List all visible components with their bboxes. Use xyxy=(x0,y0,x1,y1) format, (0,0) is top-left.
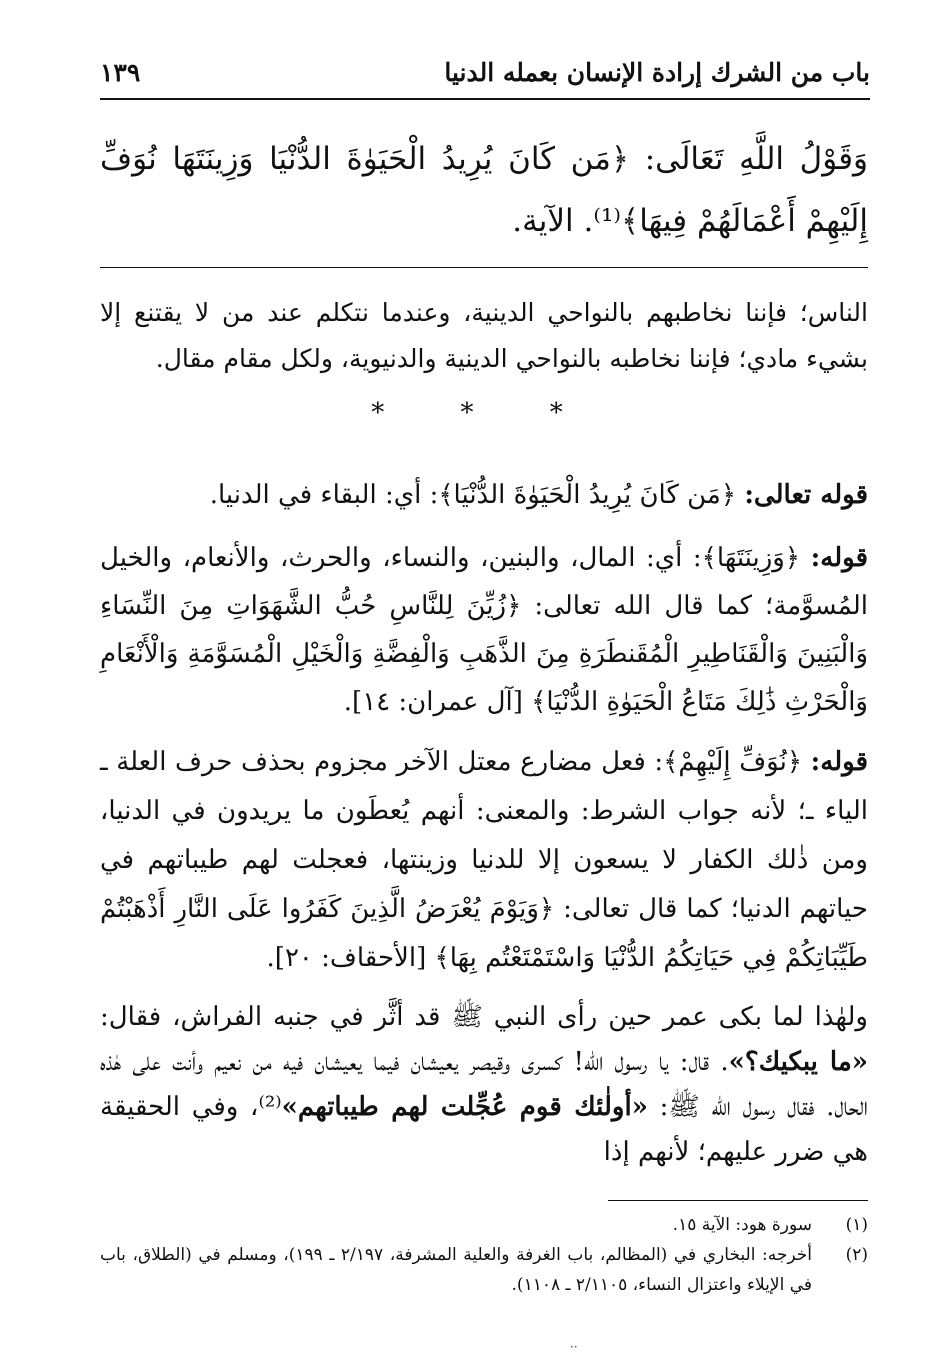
footnote-rule xyxy=(608,1200,868,1201)
page-number: ١٣٩ xyxy=(100,58,141,87)
footnote-item xyxy=(100,1240,868,1300)
footnote-text: سورة هود: الآية ١٥. xyxy=(672,1215,812,1235)
main-verse: وَقَوْلُ اللَّهِ تَعَالَى: ﴿مَن كَانَ يُرِيدُ الْحَيَوٰةَ الدُّنْيَا وَزِينَتَهَا نُوَفِّ إِلَيْهِمْ أَعْمَالَهُمْ فِيهَا﴾⁽¹⁾. الآية. xyxy=(100,141,869,239)
chapter-title: باب من الشرك إرادة الإنسان بعمله الدنيا xyxy=(444,58,870,87)
preamble-paragraph: الناس؛ فإننا نخاطبهم بالنواحي الدينية، وعندما نتكلم عند من لا يقتنع إلا بشيء مادي؛ فإننا نخاطبه بالنواحي الدينية والدنيوية، ولكل مقام مقال. xyxy=(100,298,868,373)
paragraph-lead: قوله: xyxy=(810,747,868,777)
scan-speck: ·· xyxy=(570,1340,578,1354)
running-header xyxy=(100,56,870,96)
commentary-paragraph-1 xyxy=(100,472,868,518)
commentary-paragraph-3 xyxy=(100,738,868,983)
hadith-quote-2: «أولٰئك قوم عُجِّلت لهم طيباتهم» xyxy=(281,1092,648,1122)
star-separator: * * * xyxy=(371,398,597,428)
closing-text-3: ⁽²⁾، وفي الحقيقة هي ضرر عليهم؛ لأنهم إذا xyxy=(100,1092,868,1167)
footnote-text: أخرجه: البخاري في (المظالم، باب الغرفة والعلية المشرفة، ٢/١٩٧ ـ ١٩٩)، ومسلم في (الطلاق، باب في الإيلاء واعتزال النساء، ٢/١١٠٥ ـ ١١٠٨). xyxy=(100,1245,812,1295)
footnote-number: (١) xyxy=(845,1215,868,1235)
section-divider xyxy=(100,267,868,268)
commentary-paragraph-2 xyxy=(100,534,868,726)
paragraph-body: ﴿مَن كَانَ يُرِيدُ الْحَيَوٰةَ الدُّنْيَا﴾: أي: البقاء في الدنيا. xyxy=(209,480,745,510)
footnote-number: (٢) xyxy=(845,1245,868,1265)
paragraph-body: ﴿نُوَفِّ إِلَيْهِمْ﴾: فعل مضارع معتل الآخر مجزوم بحذف حرف العلة ـ الياء ـ؛ لأنه جواب الشرط: والمعنى: أنهم يُعطَون ما يريدون في الدنيا، ومن ذٰلك الكفار لا يسعون إلا للدنيا وزينتها، فعجلت لهم طيباتهم في حياتهم الدنيا؛ كما قال تعالى: ﴿وَيَوْمَ يُعْرَضُ الَّذِينَ كَفَرُوا عَلَى النَّارِ أَذْهَبْتُمْ طَيِّبَاتِكُمْ فِي حَيَاتِكُمُ الدُّنْيَا وَاسْتَمْتَعْتُم بِهَا﴾ [الأحقاف: ٢٠]. xyxy=(100,747,868,973)
footnote-item xyxy=(100,1210,868,1240)
closing-text-1: ولهٰذا لما بكى عمر حين رأى النبي ﷺ قد أثَّر في جنبه الفراش، فقال: xyxy=(100,1002,868,1032)
footnotes xyxy=(100,1210,868,1300)
closing-text-2: . قال: يا رسول الله! كسرى وقيصر يعيشان فيما يعيشان فيه من نعيم وأنت على هٰذه الحال. فقال رسول الله ﷺ: xyxy=(100,1047,868,1122)
header-rule xyxy=(100,98,870,100)
closing-paragraph xyxy=(100,995,868,1175)
paragraph-lead: قوله: xyxy=(810,543,868,573)
paragraph-lead: قوله تعالى: xyxy=(744,480,868,510)
paragraph-body: ﴿وَزِينَتَهَا﴾: أي: المال، والبنين، والنساء، والحرث، والأنعام، والخيل المُسوَّمة؛ كما قال الله تعالى: ﴿زُيِّنَ لِلنَّاسِ حُبُّ الشَّهَوَاتِ مِنَ النِّسَاءِ وَالْبَنِينَ وَالْقَنَاطِيرِ الْمُقَنطَرَةِ مِنَ الذَّهَبِ وَالْفِضَّةِ وَالْخَيْلِ الْمُسَوَّمَةِ وَالْأَنْعَامِ وَالْحَرْثِ ذَٰلِكَ مَتَاعُ الْحَيَوٰةِ الدُّنْيَا﴾ [آل عمران: ١٤]. xyxy=(100,543,868,717)
hadith-quote-1: «ما يبكيك؟» xyxy=(728,1047,868,1077)
